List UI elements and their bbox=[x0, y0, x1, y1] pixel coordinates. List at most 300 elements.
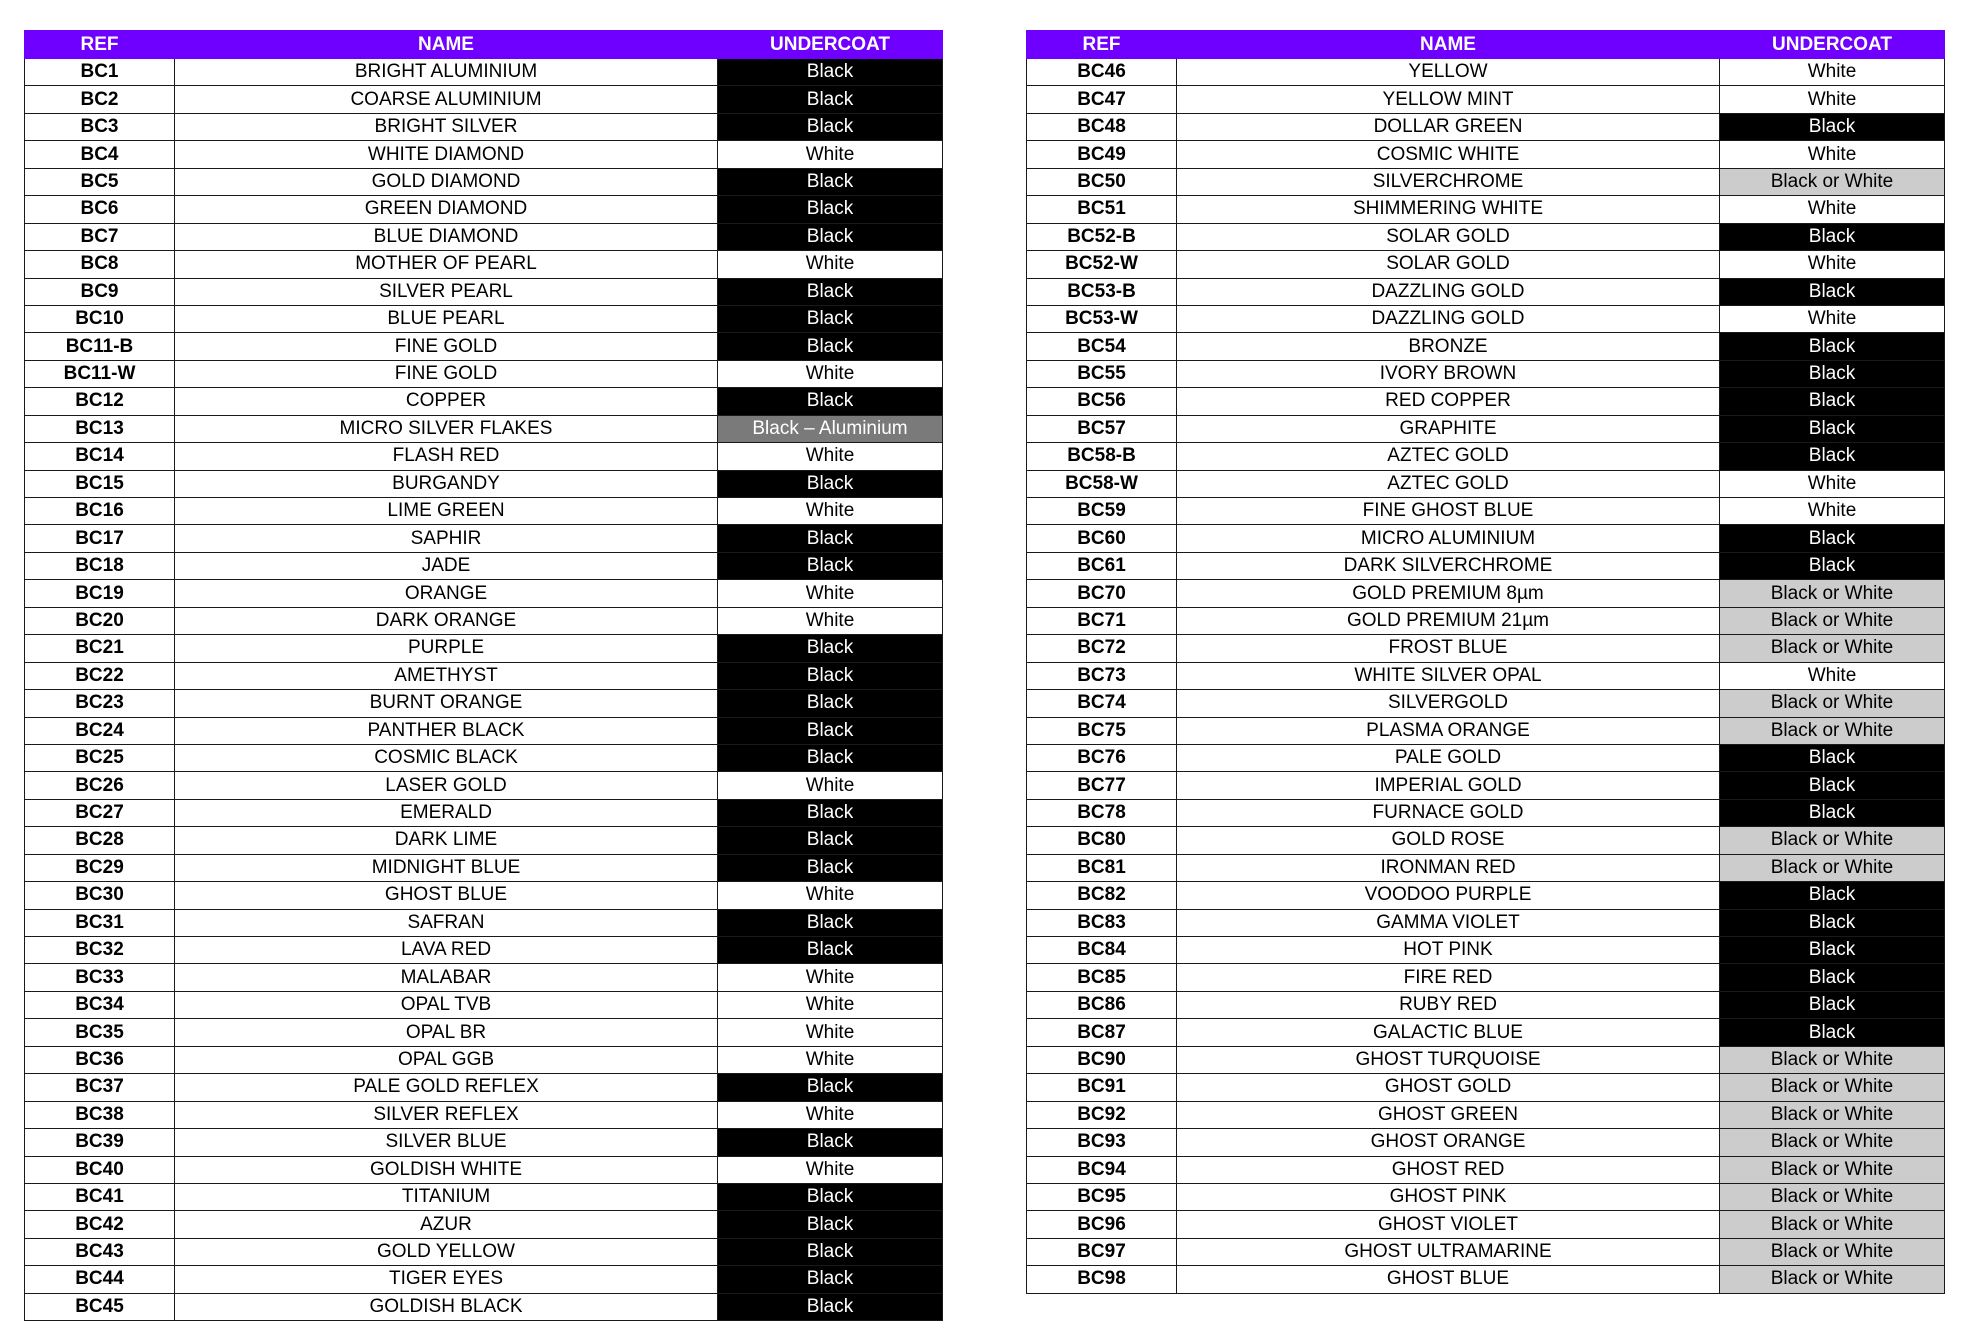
name-cell: FIRE RED bbox=[1177, 964, 1720, 991]
ref-cell: BC85 bbox=[1027, 964, 1177, 991]
name-header: NAME bbox=[175, 31, 718, 59]
table-row bbox=[1027, 964, 1945, 991]
name-cell: COARSE ALUMINIUM bbox=[175, 86, 718, 113]
name-cell: VOODOO PURPLE bbox=[1177, 882, 1720, 909]
header-row bbox=[1027, 31, 1945, 59]
ref-cell: BC29 bbox=[25, 854, 175, 881]
undercoat-cell: White bbox=[1720, 470, 1945, 497]
ref-cell: BC61 bbox=[1027, 552, 1177, 579]
name-cell: COSMIC BLACK bbox=[175, 744, 718, 771]
undercoat-cell: Black bbox=[718, 1266, 943, 1293]
undercoat-header: UNDERCOAT bbox=[718, 31, 943, 59]
name-cell: GOLD ROSE bbox=[1177, 827, 1720, 854]
undercoat-cell: Black bbox=[718, 552, 943, 579]
undercoat-cell: Black or White bbox=[1720, 1046, 1945, 1073]
table-row bbox=[25, 690, 943, 717]
undercoat-cell: Black bbox=[1720, 360, 1945, 387]
table-row bbox=[25, 580, 943, 607]
name-cell: SAFRAN bbox=[175, 909, 718, 936]
name-cell: LASER GOLD bbox=[175, 772, 718, 799]
ref-cell: BC83 bbox=[1027, 909, 1177, 936]
ref-cell: BC16 bbox=[25, 498, 175, 525]
name-cell: GHOST BLUE bbox=[175, 882, 718, 909]
name-cell: GREEN DIAMOND bbox=[175, 196, 718, 223]
table-row bbox=[25, 1266, 943, 1293]
name-cell: BURNT ORANGE bbox=[175, 690, 718, 717]
table-row bbox=[25, 937, 943, 964]
ref-cell: BC91 bbox=[1027, 1074, 1177, 1101]
undercoat-cell: Black bbox=[718, 278, 943, 305]
ref-cell: BC9 bbox=[25, 278, 175, 305]
name-cell: GHOST TURQUOISE bbox=[1177, 1046, 1720, 1073]
table-row bbox=[1027, 388, 1945, 415]
undercoat-cell: Black bbox=[718, 1211, 943, 1238]
name-cell: ORANGE bbox=[175, 580, 718, 607]
undercoat-cell: Black bbox=[1720, 552, 1945, 579]
table-row bbox=[1027, 305, 1945, 332]
name-cell: DARK LIME bbox=[175, 827, 718, 854]
table-row bbox=[1027, 580, 1945, 607]
table-row bbox=[1027, 498, 1945, 525]
table-row bbox=[1027, 278, 1945, 305]
name-cell: YELLOW MINT bbox=[1177, 86, 1720, 113]
name-cell: DAZZLING GOLD bbox=[1177, 278, 1720, 305]
undercoat-cell: Black bbox=[1720, 278, 1945, 305]
name-cell: GHOST GREEN bbox=[1177, 1101, 1720, 1128]
undercoat-cell: Black bbox=[718, 909, 943, 936]
undercoat-cell: White bbox=[718, 360, 943, 387]
ref-cell: BC5 bbox=[25, 168, 175, 195]
name-cell: GHOST ORANGE bbox=[1177, 1129, 1720, 1156]
name-cell: OPAL TVB bbox=[175, 991, 718, 1018]
name-cell: BLUE PEARL bbox=[175, 305, 718, 332]
ref-cell: BC10 bbox=[25, 305, 175, 332]
undercoat-cell: Black bbox=[718, 799, 943, 826]
table-row bbox=[25, 882, 943, 909]
table-row bbox=[25, 1211, 943, 1238]
name-cell: BRONZE bbox=[1177, 333, 1720, 360]
table-row bbox=[25, 552, 943, 579]
table-row bbox=[1027, 223, 1945, 250]
undercoat-cell: Black bbox=[718, 1129, 943, 1156]
ref-cell: BC71 bbox=[1027, 607, 1177, 634]
table-row bbox=[25, 525, 943, 552]
name-cell: GHOST GOLD bbox=[1177, 1074, 1720, 1101]
name-cell: GOLD YELLOW bbox=[175, 1238, 718, 1265]
undercoat-cell: Black or White bbox=[1720, 1266, 1945, 1293]
name-cell: LAVA RED bbox=[175, 937, 718, 964]
ref-cell: BC7 bbox=[25, 223, 175, 250]
ref-cell: BC84 bbox=[1027, 937, 1177, 964]
undercoat-cell: Black bbox=[1720, 223, 1945, 250]
undercoat-cell: Black bbox=[718, 827, 943, 854]
name-cell: MALABAR bbox=[175, 964, 718, 991]
ref-cell: BC72 bbox=[1027, 635, 1177, 662]
undercoat-cell: Black bbox=[1720, 415, 1945, 442]
undercoat-cell: Black bbox=[1720, 443, 1945, 470]
undercoat-cell: Black or White bbox=[1720, 607, 1945, 634]
undercoat-cell: Black bbox=[718, 744, 943, 771]
name-cell: GHOST PINK bbox=[1177, 1183, 1720, 1210]
name-cell: BRIGHT SILVER bbox=[175, 113, 718, 140]
undercoat-cell: Black bbox=[1720, 113, 1945, 140]
name-cell: BRIGHT ALUMINIUM bbox=[175, 59, 718, 86]
undercoat-cell: White bbox=[1720, 196, 1945, 223]
ref-cell: BC3 bbox=[25, 113, 175, 140]
ref-cell: BC45 bbox=[25, 1293, 175, 1320]
ref-cell: BC14 bbox=[25, 443, 175, 470]
name-cell: FURNACE GOLD bbox=[1177, 799, 1720, 826]
ref-cell: BC32 bbox=[25, 937, 175, 964]
name-cell: GALACTIC BLUE bbox=[1177, 1019, 1720, 1046]
ref-cell: BC40 bbox=[25, 1156, 175, 1183]
undercoat-cell: White bbox=[718, 991, 943, 1018]
undercoat-header: UNDERCOAT bbox=[1720, 31, 1945, 59]
table-row bbox=[1027, 525, 1945, 552]
name-cell: SILVER BLUE bbox=[175, 1129, 718, 1156]
ref-cell: BC80 bbox=[1027, 827, 1177, 854]
name-cell: AZTEC GOLD bbox=[1177, 470, 1720, 497]
ref-cell: BC93 bbox=[1027, 1129, 1177, 1156]
table-row bbox=[25, 964, 943, 991]
ref-cell: BC1 bbox=[25, 59, 175, 86]
ref-cell: BC58-W bbox=[1027, 470, 1177, 497]
ref-cell: BC38 bbox=[25, 1101, 175, 1128]
name-cell: MICRO SILVER FLAKES bbox=[175, 415, 718, 442]
header-row bbox=[25, 31, 943, 59]
undercoat-cell: Black bbox=[718, 470, 943, 497]
table-row bbox=[1027, 1238, 1945, 1265]
ref-cell: BC33 bbox=[25, 964, 175, 991]
table-row bbox=[25, 1129, 943, 1156]
undercoat-cell: White bbox=[718, 1156, 943, 1183]
table-row bbox=[25, 1293, 943, 1320]
undercoat-cell: Black bbox=[718, 635, 943, 662]
name-cell: PALE GOLD REFLEX bbox=[175, 1074, 718, 1101]
ref-cell: BC22 bbox=[25, 662, 175, 689]
name-cell: GOLDISH BLACK bbox=[175, 1293, 718, 1320]
undercoat-cell: Black or White bbox=[1720, 827, 1945, 854]
table-row bbox=[25, 415, 943, 442]
table-row bbox=[25, 635, 943, 662]
undercoat-cell: Black bbox=[718, 717, 943, 744]
name-cell: RUBY RED bbox=[1177, 991, 1720, 1018]
undercoat-cell: Black bbox=[718, 690, 943, 717]
ref-cell: BC4 bbox=[25, 141, 175, 168]
undercoat-cell: Black bbox=[1720, 964, 1945, 991]
undercoat-cell: White bbox=[718, 580, 943, 607]
ref-cell: BC39 bbox=[25, 1129, 175, 1156]
ref-cell: BC58-B bbox=[1027, 443, 1177, 470]
table-row bbox=[25, 717, 943, 744]
ref-cell: BC8 bbox=[25, 251, 175, 278]
ref-cell: BC52-B bbox=[1027, 223, 1177, 250]
ref-cell: BC12 bbox=[25, 388, 175, 415]
ref-cell: BC98 bbox=[1027, 1266, 1177, 1293]
table-row bbox=[25, 278, 943, 305]
name-cell: SILVER REFLEX bbox=[175, 1101, 718, 1128]
name-cell: COSMIC WHITE bbox=[1177, 141, 1720, 168]
table-row bbox=[1027, 168, 1945, 195]
table-body-right bbox=[1027, 59, 1945, 1294]
table-row bbox=[25, 991, 943, 1018]
undercoat-cell: Black bbox=[718, 1238, 943, 1265]
table-row bbox=[25, 388, 943, 415]
undercoat-cell: Black or White bbox=[1720, 690, 1945, 717]
name-cell: TITANIUM bbox=[175, 1183, 718, 1210]
name-cell: IMPERIAL GOLD bbox=[1177, 772, 1720, 799]
ref-header: REF bbox=[25, 31, 175, 59]
undercoat-cell: Black bbox=[718, 168, 943, 195]
ref-cell: BC34 bbox=[25, 991, 175, 1018]
name-cell: SOLAR GOLD bbox=[1177, 223, 1720, 250]
table-row bbox=[1027, 1129, 1945, 1156]
undercoat-cell: White bbox=[1720, 141, 1945, 168]
undercoat-cell: Black or White bbox=[1720, 1129, 1945, 1156]
table-row bbox=[1027, 1266, 1945, 1293]
table-row bbox=[25, 333, 943, 360]
ref-cell: BC54 bbox=[1027, 333, 1177, 360]
ref-cell: BC74 bbox=[1027, 690, 1177, 717]
name-cell: SILVERCHROME bbox=[1177, 168, 1720, 195]
ref-cell: BC53-B bbox=[1027, 278, 1177, 305]
ref-cell: BC11-W bbox=[25, 360, 175, 387]
name-cell: GOLD PREMIUM 8µm bbox=[1177, 580, 1720, 607]
undercoat-cell: White bbox=[718, 251, 943, 278]
undercoat-table-right bbox=[1026, 30, 1945, 1294]
name-cell: IRONMAN RED bbox=[1177, 854, 1720, 881]
ref-cell: BC87 bbox=[1027, 1019, 1177, 1046]
table-row bbox=[1027, 113, 1945, 140]
table-row bbox=[25, 360, 943, 387]
name-cell: HOT PINK bbox=[1177, 937, 1720, 964]
table-row bbox=[1027, 86, 1945, 113]
ref-cell: BC56 bbox=[1027, 388, 1177, 415]
table-row bbox=[25, 1238, 943, 1265]
undercoat-cell: Black or White bbox=[1720, 168, 1945, 195]
ref-cell: BC15 bbox=[25, 470, 175, 497]
table-row bbox=[1027, 141, 1945, 168]
name-cell: SILVER PEARL bbox=[175, 278, 718, 305]
table-row bbox=[1027, 991, 1945, 1018]
ref-cell: BC53-W bbox=[1027, 305, 1177, 332]
undercoat-cell: White bbox=[1720, 86, 1945, 113]
undercoat-cell: Black bbox=[718, 196, 943, 223]
ref-cell: BC59 bbox=[1027, 498, 1177, 525]
table-row bbox=[1027, 333, 1945, 360]
name-cell: PURPLE bbox=[175, 635, 718, 662]
undercoat-cell: Black or White bbox=[1720, 1074, 1945, 1101]
table-row bbox=[25, 662, 943, 689]
undercoat-cell: White bbox=[718, 882, 943, 909]
name-cell: GHOST VIOLET bbox=[1177, 1211, 1720, 1238]
undercoat-cell: Black bbox=[1720, 744, 1945, 771]
name-cell: FINE GOLD bbox=[175, 333, 718, 360]
name-cell: YELLOW bbox=[1177, 59, 1720, 86]
ref-cell: BC96 bbox=[1027, 1211, 1177, 1238]
name-cell: BLUE DIAMOND bbox=[175, 223, 718, 250]
ref-cell: BC95 bbox=[1027, 1183, 1177, 1210]
table-row bbox=[1027, 909, 1945, 936]
undercoat-cell: White bbox=[718, 141, 943, 168]
table-row bbox=[1027, 59, 1945, 86]
table-row bbox=[1027, 635, 1945, 662]
undercoat-cell: Black or White bbox=[1720, 1101, 1945, 1128]
name-cell: DAZZLING GOLD bbox=[1177, 305, 1720, 332]
ref-cell: BC90 bbox=[1027, 1046, 1177, 1073]
name-cell: MIDNIGHT BLUE bbox=[175, 854, 718, 881]
table-row bbox=[1027, 1019, 1945, 1046]
table-row bbox=[25, 305, 943, 332]
undercoat-cell: Black or White bbox=[1720, 854, 1945, 881]
name-cell: SAPHIR bbox=[175, 525, 718, 552]
name-cell: AMETHYST bbox=[175, 662, 718, 689]
table-row bbox=[1027, 744, 1945, 771]
undercoat-cell: White bbox=[718, 1019, 943, 1046]
table-row bbox=[25, 113, 943, 140]
name-cell: AZTEC GOLD bbox=[1177, 443, 1720, 470]
name-cell: GRAPHITE bbox=[1177, 415, 1720, 442]
table-row bbox=[1027, 717, 1945, 744]
name-cell: GOLDISH WHITE bbox=[175, 1156, 718, 1183]
table-row bbox=[1027, 1046, 1945, 1073]
name-cell: AZUR bbox=[175, 1211, 718, 1238]
name-cell: DARK SILVERCHROME bbox=[1177, 552, 1720, 579]
ref-cell: BC78 bbox=[1027, 799, 1177, 826]
ref-cell: BC37 bbox=[25, 1074, 175, 1101]
ref-cell: BC13 bbox=[25, 415, 175, 442]
table-row bbox=[1027, 470, 1945, 497]
undercoat-cell: White bbox=[718, 772, 943, 799]
ref-cell: BC21 bbox=[25, 635, 175, 662]
table-row bbox=[25, 1046, 943, 1073]
name-cell: PLASMA ORANGE bbox=[1177, 717, 1720, 744]
undercoat-cell: Black bbox=[718, 305, 943, 332]
table-row bbox=[25, 799, 943, 826]
ref-cell: BC46 bbox=[1027, 59, 1177, 86]
name-cell: GOLD DIAMOND bbox=[175, 168, 718, 195]
undercoat-cell: Black bbox=[718, 113, 943, 140]
table-row bbox=[1027, 1074, 1945, 1101]
table-row bbox=[1027, 662, 1945, 689]
undercoat-cell: Black bbox=[718, 1293, 943, 1320]
undercoat-cell: Black or White bbox=[1720, 1211, 1945, 1238]
undercoat-cell: Black or White bbox=[1720, 717, 1945, 744]
table-row bbox=[1027, 937, 1945, 964]
table-row bbox=[1027, 854, 1945, 881]
undercoat-cell: Black bbox=[1720, 388, 1945, 415]
ref-cell: BC82 bbox=[1027, 882, 1177, 909]
undercoat-cell: Black bbox=[1720, 991, 1945, 1018]
name-cell: EMERALD bbox=[175, 799, 718, 826]
undercoat-cell: White bbox=[1720, 251, 1945, 278]
undercoat-cell: Black bbox=[1720, 937, 1945, 964]
table-row bbox=[25, 470, 943, 497]
ref-cell: BC6 bbox=[25, 196, 175, 223]
ref-cell: BC18 bbox=[25, 552, 175, 579]
ref-cell: BC49 bbox=[1027, 141, 1177, 168]
undercoat-cell: Black bbox=[1720, 525, 1945, 552]
ref-cell: BC2 bbox=[25, 86, 175, 113]
undercoat-cell: Black bbox=[718, 1074, 943, 1101]
table-row bbox=[25, 772, 943, 799]
name-cell: SOLAR GOLD bbox=[1177, 251, 1720, 278]
ref-cell: BC51 bbox=[1027, 196, 1177, 223]
undercoat-cell: White bbox=[1720, 498, 1945, 525]
ref-cell: BC35 bbox=[25, 1019, 175, 1046]
table-row bbox=[1027, 360, 1945, 387]
name-cell: JADE bbox=[175, 552, 718, 579]
name-cell: WHITE DIAMOND bbox=[175, 141, 718, 168]
ref-cell: BC11-B bbox=[25, 333, 175, 360]
table-body-left bbox=[25, 59, 943, 1321]
undercoat-cell: Black – Aluminium bbox=[718, 415, 943, 442]
undercoat-cell: White bbox=[718, 964, 943, 991]
table-row bbox=[25, 443, 943, 470]
undercoat-cell: White bbox=[1720, 305, 1945, 332]
table-row bbox=[1027, 552, 1945, 579]
table-row bbox=[25, 909, 943, 936]
undercoat-cell: White bbox=[1720, 662, 1945, 689]
name-cell: GHOST BLUE bbox=[1177, 1266, 1720, 1293]
table-row bbox=[25, 251, 943, 278]
undercoat-cell: Black or White bbox=[1720, 1183, 1945, 1210]
undercoat-cell: White bbox=[718, 443, 943, 470]
undercoat-cell: Black bbox=[718, 86, 943, 113]
ref-cell: BC57 bbox=[1027, 415, 1177, 442]
ref-cell: BC50 bbox=[1027, 168, 1177, 195]
ref-cell: BC19 bbox=[25, 580, 175, 607]
name-cell: SHIMMERING WHITE bbox=[1177, 196, 1720, 223]
ref-cell: BC76 bbox=[1027, 744, 1177, 771]
name-cell: LIME GREEN bbox=[175, 498, 718, 525]
table-row bbox=[25, 498, 943, 525]
undercoat-cell: Black or White bbox=[1720, 1156, 1945, 1183]
undercoat-cell: Black or White bbox=[1720, 635, 1945, 662]
undercoat-cell: Black bbox=[1720, 799, 1945, 826]
undercoat-cell: Black bbox=[1720, 882, 1945, 909]
undercoat-cell: White bbox=[718, 1101, 943, 1128]
name-cell: GHOST ULTRAMARINE bbox=[1177, 1238, 1720, 1265]
ref-cell: BC23 bbox=[25, 690, 175, 717]
table-row bbox=[25, 168, 943, 195]
name-cell: FINE GOLD bbox=[175, 360, 718, 387]
ref-cell: BC81 bbox=[1027, 854, 1177, 881]
ref-cell: BC75 bbox=[1027, 717, 1177, 744]
name-cell: SILVERGOLD bbox=[1177, 690, 1720, 717]
table-row bbox=[25, 196, 943, 223]
table-row bbox=[1027, 251, 1945, 278]
undercoat-cell: Black bbox=[718, 1183, 943, 1210]
undercoat-cell: White bbox=[718, 607, 943, 634]
ref-cell: BC36 bbox=[25, 1046, 175, 1073]
table-row bbox=[1027, 1101, 1945, 1128]
undercoat-cell: Black bbox=[718, 388, 943, 415]
table-row bbox=[1027, 690, 1945, 717]
ref-cell: BC44 bbox=[25, 1266, 175, 1293]
undercoat-cell: Black bbox=[718, 223, 943, 250]
ref-cell: BC55 bbox=[1027, 360, 1177, 387]
name-cell: OPAL BR bbox=[175, 1019, 718, 1046]
ref-cell: BC30 bbox=[25, 882, 175, 909]
undercoat-cell: Black bbox=[1720, 909, 1945, 936]
table-row bbox=[1027, 772, 1945, 799]
name-cell: MOTHER OF PEARL bbox=[175, 251, 718, 278]
ref-cell: BC77 bbox=[1027, 772, 1177, 799]
ref-cell: BC41 bbox=[25, 1183, 175, 1210]
ref-cell: BC26 bbox=[25, 772, 175, 799]
undercoat-cell: Black bbox=[1720, 333, 1945, 360]
